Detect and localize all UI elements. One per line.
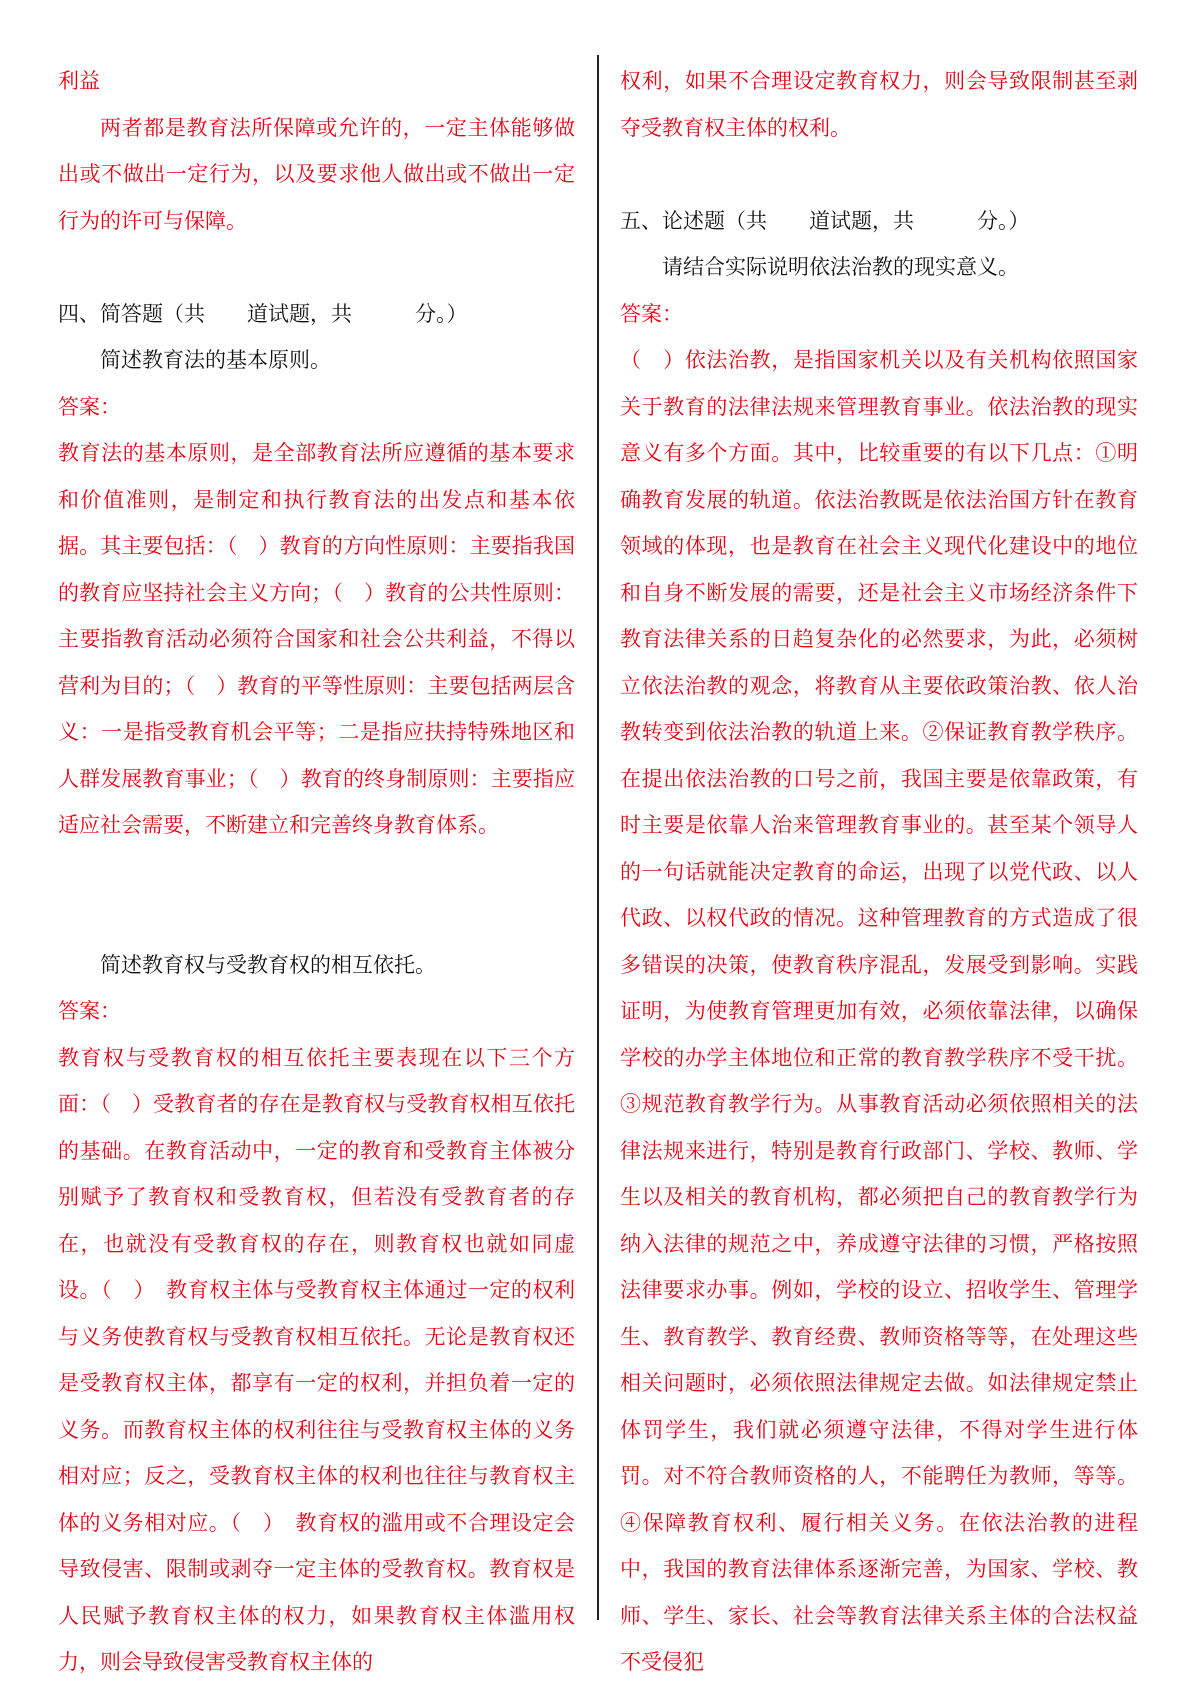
answer-label: 答案： bbox=[58, 999, 121, 1023]
question-rule-of-law-education: 请结合实际说明依法治教的现实意义。 bbox=[662, 255, 1019, 279]
answer-rule-of-law-education: （ ）依法治教，是指国家机关以及有关机构依照国家关于教育的法律法规来管理教育事业。依法治教的现实意义有多个方面。其中，比较重要的有以下几点：①明确教育发展的轨道。依法治教既是依法治国方针在教育领域的体现，也是教育在社会主义现代化建设中的地位和自身不断发展的需要，还是社会主义市场经济条件下教育法律关系的日趋复杂化的必然要求，为此，必须树立依法治教的观念，将教育从主要依政策治教、依人治教转变到依法治教的轨道上来。②保证教育教学秩序。在提出依法治教的口号之前，我国主要是依靠政策，有时主要是依靠人治来管理教育事业的。甚至某个领导人的一句话就能决定教育的命运，出现了以党代政、以人代政、以权代政的情况。这种管理教育的方式造成了很多错误的决策，使教育秩序混乱，发展受到影响。实践证明，为使教育管理更加有效，必须依靠法律，以确保学校的办学主体地位和正常的教育教学秩序不受干扰。③规范教育教学行为。从事教育活动必须依照相关的法律法规来进行，特别是教育行政部门、学校、教师、学生以及相关的教育机构，都必须把自己的教育教学行为纳入法律的规范之中，养成遵守法律的习惯，严格按照法律要求办事。例如，学校的设立、招收学生、管理学生、教育教学、教育经费、教师资格等等，在处理这些相关问题时，必须依照法律规定去做。如法律规定禁止体罚学生，我们就必须遵守法律，不得对学生进行体罚。对不符合教师资格的人，不能聘任为教师，等等。④保障教育权利、履行相关义务。在依法治教的进程中，我国的教育法律体系逐渐完善，为国家、学校、教师、学生、家长、社会等教育法律关系主体的合法权益不受侵犯 bbox=[620, 348, 1138, 1674]
section-4-heading: 四、简答题（共 道试题，共 分。） bbox=[58, 301, 468, 326]
spacer bbox=[620, 151, 1138, 198]
question-mutual-dependence: 简述教育权与受教育权的相互依托。 bbox=[100, 952, 436, 977]
answer-mutual-dependence-continued: 权利，如果不合理设定教育权力，则会导致限制甚至剥夺受教育权主体的权利。 bbox=[620, 69, 1138, 140]
right-column bbox=[620, 58, 1138, 1686]
spacer bbox=[58, 849, 575, 942]
answer-mutual-dependence: 教育权与受教育权的相互依托主要表现在以下三个方面：（ ）受教育者的存在是教育权与受教育权相互依托的基础。在教育活动中，一定的教育和受教育主体被分别赋予了教育权和受教育权，但若没有受教育者的存在，也就没有受教育权的存在，则教育权也就如同虚设。（ ） 教育权主体与受教育权主体通过一定的权利与义务使教育权与受教育权相互依托。无论是教育权还是受教育权主体，都享有一定的权利，并担负着一定的义务。而教育权主体的权利往往与受教育权主体的义务相对应；反之，受教育权主体的权利也往往与教育权主体的义务相对应。（ ） 教育权的滥用或不合理设定会导致侵害、限制或剥夺一定主体的受教育权。教育权是人民赋予教育权主体的权力，如果教育权主体滥用权力，则会导致侵害受教育权主体的 bbox=[58, 1045, 575, 1674]
answer-label: 答案： bbox=[620, 301, 683, 326]
question-basic-principles: 简述教育法的基本原则。 bbox=[100, 348, 331, 372]
answer-label: 答案： bbox=[58, 394, 121, 419]
rights-description: 两者都是教育法所保障或允许的，一定主体能够做出或不做出一定行为，以及要求他人做出或不做出一定行为的许可与保障。 bbox=[58, 115, 575, 233]
column-divider bbox=[597, 55, 599, 1620]
spacer bbox=[58, 244, 575, 291]
rights-tail: 利益 bbox=[58, 69, 100, 93]
left-column bbox=[58, 58, 575, 1686]
answer-basic-principles: 教育法的基本原则，是全部教育法所应遵循的基本要求和价值准则，是制定和执行教育法的出发点和基本依据。其主要包括：（ ）教育的方向性原则：主要指我国的教育应坚持社会主义方向；（ ）教育的公共性原则：主要指教育活动必须符合国家和社会公共利益，不得以营利为目的；（ ）教育的平等性原则：主要包括两层含义：一是指受教育机会平等；二是指应扶持特殊地区和人群发展教育事业；（ ）教育的终身制原则：主要指应适应社会需要，不断建立和完善终身教育体系。 bbox=[58, 441, 575, 837]
section-5-heading: 五、论述题（共 道试题，共 分。） bbox=[620, 208, 1030, 233]
